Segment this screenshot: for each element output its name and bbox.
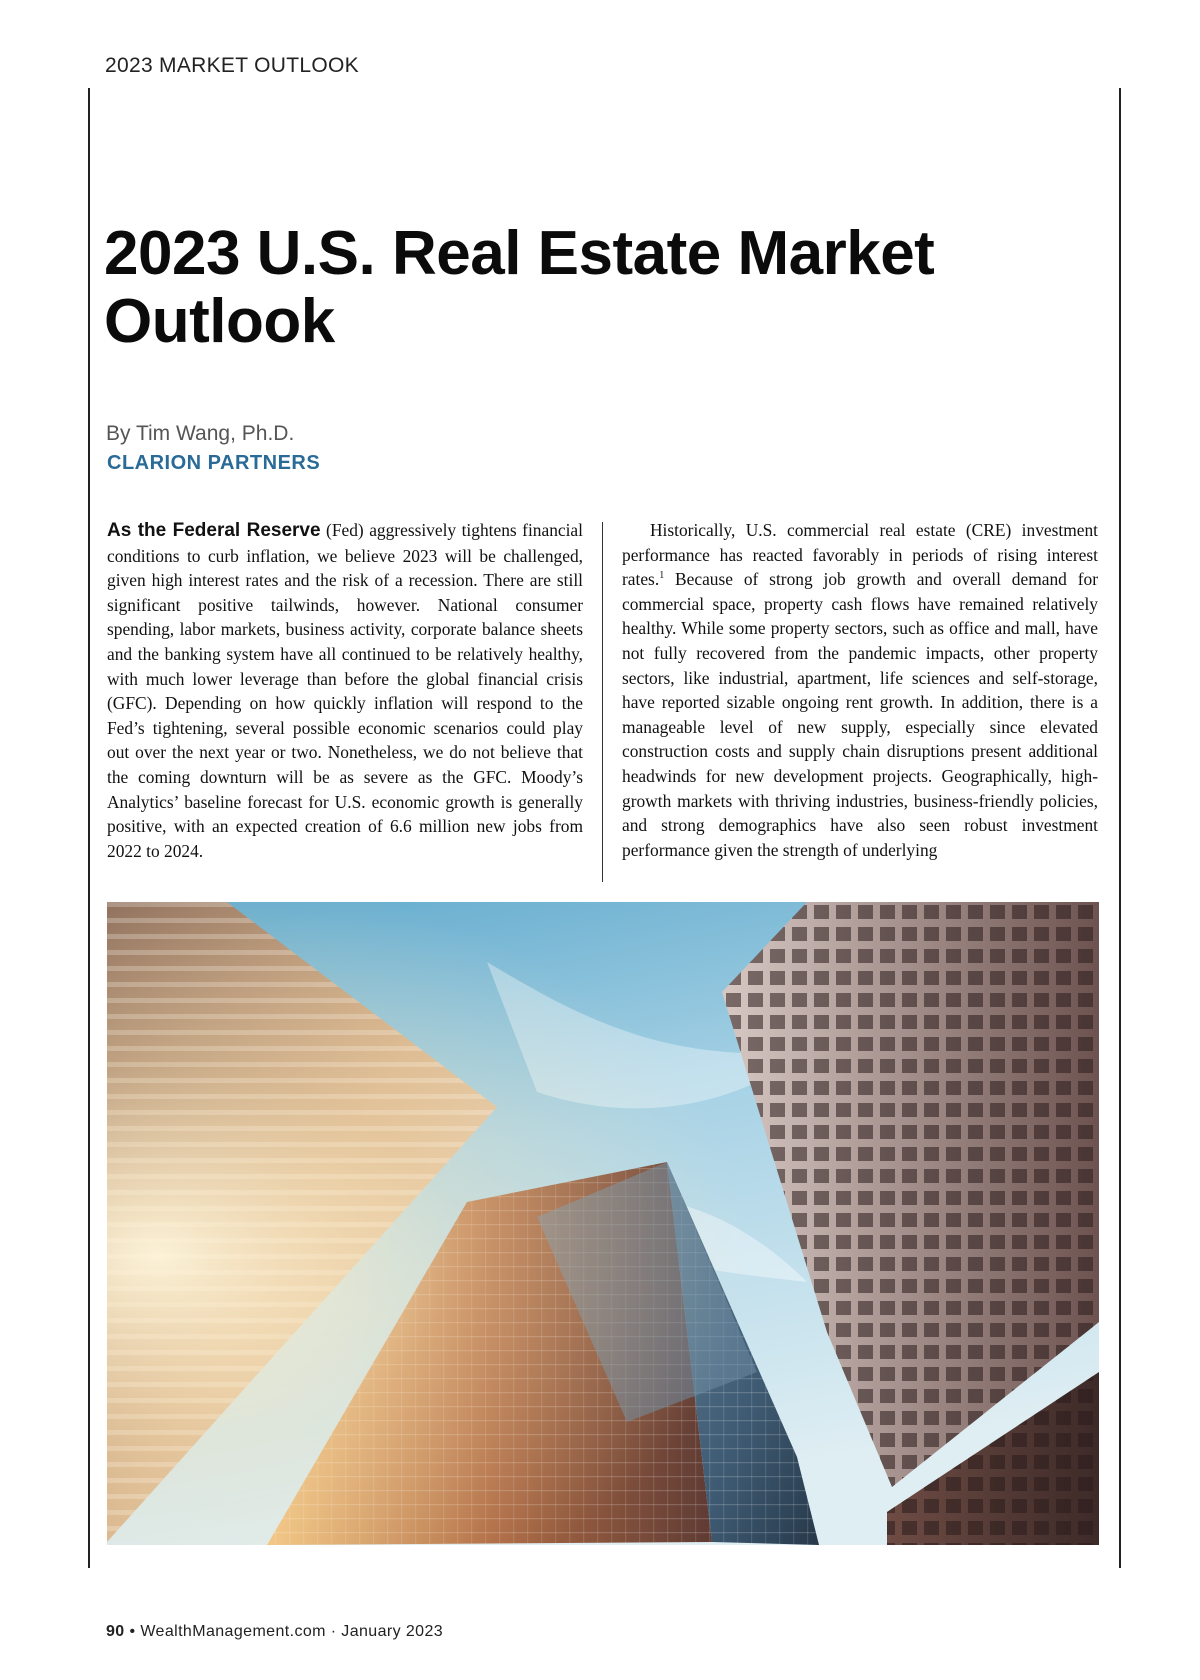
author-organization: CLARION PARTNERS <box>107 452 321 474</box>
skyscrapers-photo <box>107 902 1099 1545</box>
footnote-marker: 1 <box>659 570 665 582</box>
page-number: 90 <box>106 1623 125 1640</box>
column-2-text-a: Historically, U.S. commercial real estate (CRE) investment performance has reacted favorably in periods of rising interest rates. <box>622 520 1098 590</box>
column-2-text-b: Because of strong job growth and overall demand for commercial space, property cash flows have remained relatively healthy. While some property sectors, such as office and mall, have not fully recovered from the pandemic impacts, other property sectors, like industrial, apartment, life sciences and self-storage, have reported sizable ongoing rent growth. In addition, there is a manageable level of new supply, especially since elevated construction costs and supply chain disruptions present additional headwinds for new development projects. Geographically, high-growth markets with thriving industries, business-friendly policies, and strong demographics have also seen robust investment performance given the strength of underlying <box>622 569 1098 860</box>
author-byline: By Tim Wang, Ph.D. <box>106 422 295 445</box>
footer-separator: • <box>124 1623 141 1640</box>
body-column-2 <box>622 518 1098 862</box>
section-label: 2023 MARKET OUTLOOK <box>105 54 359 77</box>
right-margin-rule <box>1119 88 1121 1568</box>
column-divider <box>602 522 603 882</box>
left-margin-rule <box>88 88 90 1568</box>
lead-in-text: As the Federal Reserve <box>107 520 321 541</box>
publication-info: WealthManagement.com · January 2023 <box>140 1623 444 1640</box>
body-column-1 <box>107 518 583 863</box>
article-title: 2023 U.S. Real Estate Market Outlook <box>104 219 935 356</box>
column-1-text: (Fed) aggressively tightens financial conditions to curb inflation, we believe 2023 will be challenged, given high interest rates and the risk of a recession. There are still significant positive tailwinds, however. National consumer spending, labor markets, business activity, corporate balance sheets and the banking system have all continued to be relatively healthy, with much lower leverage than before the global financial crisis (GFC). Depending on how quickly inflation will respond to the Fed’s tightening, several possible economic scenarios could play out over the next year or two. Nonetheless, we do not believe that the coming downturn will be as severe as the GFC. Moody’s Analytics’ baseline forecast for U.S. economic growth is generally positive, with an expected creation of 6.6 million new jobs from 2022 to 2024. <box>107 520 583 861</box>
page-footer <box>106 1623 443 1641</box>
